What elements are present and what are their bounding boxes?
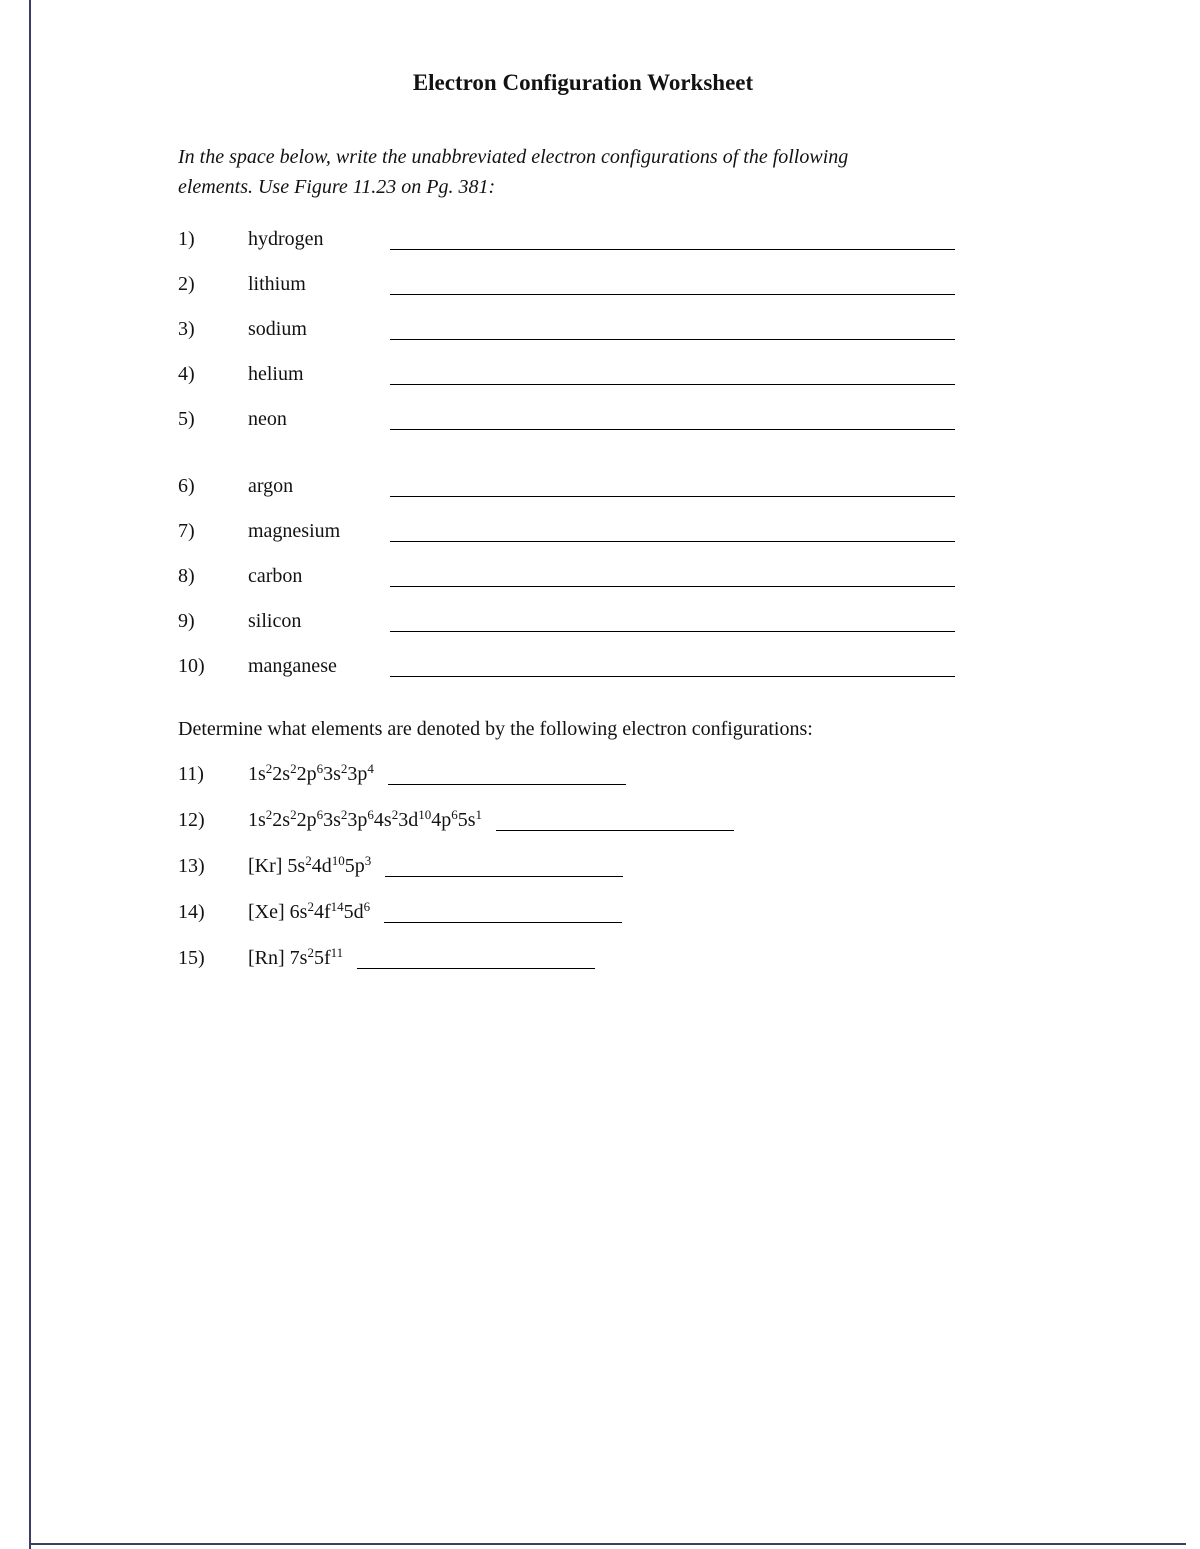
section2-heading: Determine what elements are denoted by the following electron configurations: (178, 718, 813, 740)
item-number: 6) (178, 475, 195, 497)
element-row (178, 226, 955, 253)
item-number: 3) (178, 318, 195, 340)
answer-blank-line (357, 968, 595, 969)
item-number: 9) (178, 610, 195, 632)
element-name: magnesium (248, 520, 341, 542)
item-number: 11) (178, 763, 204, 785)
answer-blank-line (390, 676, 955, 677)
item-number: 8) (178, 565, 195, 587)
electron-configuration: [Kr] $5s^24d^{10}5p^3$ (248, 853, 372, 877)
element-row (178, 361, 955, 388)
config-row (178, 761, 955, 788)
electron-configuration: [Rn] $7s^25f^{11}$ (248, 945, 344, 969)
element-row (178, 271, 955, 298)
element-row (178, 653, 955, 680)
element-row (178, 563, 955, 590)
page-title: Electron Configuration Worksheet (412, 70, 754, 95)
answer-blank-line (390, 339, 955, 340)
answer-blank-line (390, 249, 955, 250)
page-left-border-line (29, 0, 31, 1549)
instructions-text (178, 142, 955, 202)
electron-configuration: [Xe] $6s^24f^{14}5d^6$ (248, 899, 371, 923)
element-name: silicon (248, 610, 302, 632)
element-list (178, 226, 955, 680)
element-row (178, 518, 955, 545)
electron-configuration: $1s^22s^22p^63s^23p^64s^23d^{10}4p^65s^1$ (248, 807, 482, 831)
element-row (178, 316, 955, 343)
answer-blank-line (388, 784, 626, 785)
answer-blank-line (390, 631, 955, 632)
config-row (178, 807, 955, 834)
element-name: neon (248, 408, 287, 430)
element-row (178, 406, 955, 433)
answer-blank-line (390, 541, 955, 542)
instructions-line-1: In the space below, write the unabbreviated electron configurations of the following (178, 146, 849, 168)
item-number: 2) (178, 273, 195, 295)
element-name: hydrogen (248, 228, 324, 250)
answer-blank-line (390, 496, 955, 497)
answer-blank-line (390, 429, 955, 430)
item-number: 1) (178, 228, 195, 250)
element-name: carbon (248, 565, 303, 587)
element-name: manganese (248, 655, 337, 677)
item-number: 4) (178, 363, 195, 385)
item-number: 7) (178, 520, 195, 542)
answer-blank-line (385, 876, 623, 877)
answer-blank-line (496, 830, 734, 831)
element-name: helium (248, 363, 304, 385)
page-bottom-border-line (29, 1543, 1186, 1545)
element-row (178, 473, 955, 500)
element-row (178, 608, 955, 635)
item-number: 15) (178, 947, 205, 969)
element-name: sodium (248, 318, 307, 340)
answer-blank-line (390, 294, 955, 295)
config-row (178, 853, 955, 880)
config-row (178, 945, 955, 972)
instructions-line-2: elements. Use Figure 11.23 on Pg. 381: (178, 176, 496, 198)
config-list (178, 761, 955, 972)
answer-blank-line (390, 384, 955, 385)
config-row (178, 899, 955, 926)
item-number: 10) (178, 655, 205, 677)
item-number: 5) (178, 408, 195, 430)
element-name: argon (248, 475, 294, 497)
answer-blank-line (390, 586, 955, 587)
item-number: 12) (178, 809, 205, 831)
item-number: 13) (178, 855, 205, 877)
element-name: lithium (248, 273, 306, 295)
item-number: 14) (178, 901, 205, 923)
answer-blank-line (384, 922, 622, 923)
electron-configuration: $1s^22s^22p^63s^23p^4$ (248, 761, 374, 785)
